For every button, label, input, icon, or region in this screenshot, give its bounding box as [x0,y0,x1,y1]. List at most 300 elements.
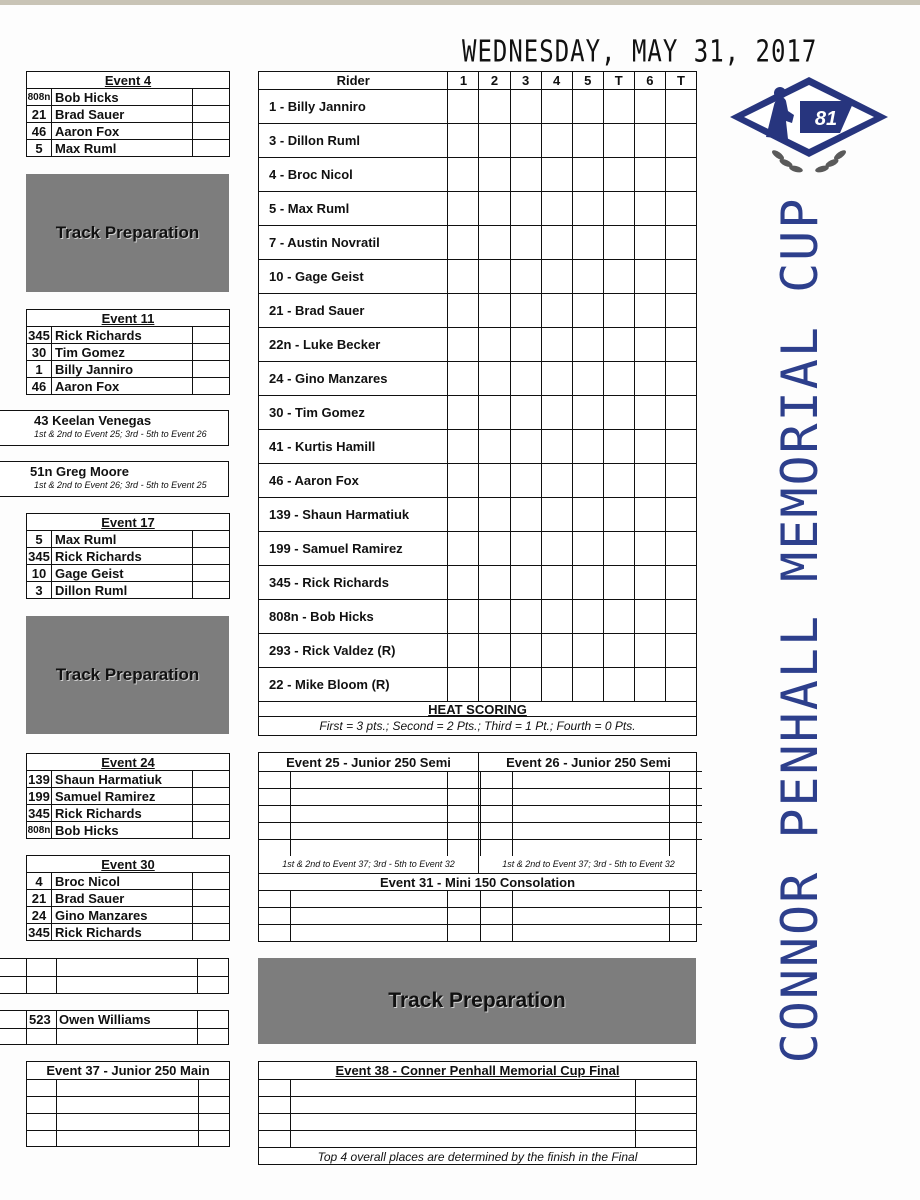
score-cell [448,90,479,124]
score-cell [665,600,696,634]
greg-moore-box [0,461,229,497]
table-row [27,361,229,378]
score-cell [603,192,634,226]
rider-name: 345 - Rick Richards [259,566,448,600]
rider-name: 22 - Mike Bloom (R) [259,668,448,702]
score-cell [572,294,603,328]
table-row [259,498,696,532]
rider-number: 5 [27,531,52,548]
score-cell [665,396,696,430]
table-row [27,531,229,548]
score-cell [541,532,572,566]
score-cell [479,430,510,464]
score-cell [479,566,510,600]
score-cell [448,840,481,857]
score-cell [291,806,448,823]
semis-and-consolation-table [258,752,697,942]
score-cell [541,430,572,464]
result-cell [193,822,230,839]
score-cell [291,840,448,857]
score-cell [603,260,634,294]
score-cell [481,789,513,806]
rider-name: 46 - Aaron Fox [259,464,448,498]
score-cell [448,908,481,925]
score-cell [603,226,634,260]
event-date: WEDNESDAY, MAY 31, 2017 [462,34,818,69]
result-cell [193,89,230,106]
score-cell [634,498,665,532]
table-row [259,158,696,192]
score-cell [670,806,703,823]
score-cell [572,498,603,532]
score-cell [541,396,572,430]
score-cell [510,498,541,532]
score-cell [541,226,572,260]
score-cell [670,908,703,925]
score-cell [510,192,541,226]
score-cell [634,634,665,668]
score-cell [634,464,665,498]
heat-column-header: 1 [448,72,479,90]
score-cell [513,823,670,840]
score-cell [481,840,513,857]
keelan-venegas-name: 43 Keelan Venegas [34,413,152,428]
score-cell [665,498,696,532]
result-cell [193,924,230,941]
score-cell [510,328,541,362]
rider-number: 4 [27,873,52,890]
table-row [259,192,696,226]
score-cell [541,260,572,294]
table-row [259,600,696,634]
score-cell [634,328,665,362]
score-cell [448,498,479,532]
score-cell [510,668,541,702]
rider-name: 7 - Austin Novratil [259,226,448,260]
score-cell [572,124,603,158]
score-cell [481,891,513,908]
score-cell [665,634,696,668]
score-cell [603,90,634,124]
result-cell [193,805,230,822]
score-cell [665,158,696,192]
score-cell [479,192,510,226]
score-cell [513,772,670,789]
score-cell [510,294,541,328]
rider-number: 30 [27,344,52,361]
score-cell [572,328,603,362]
rider-name: 199 - Samuel Ramirez [259,532,448,566]
score-cell [479,294,510,328]
score-cell [572,600,603,634]
score-cell [448,294,479,328]
heat-column-header: 5 [572,72,603,90]
event24-title: Event 24 [27,754,229,771]
score-cell [510,124,541,158]
rider-name: Broc Nicol [52,873,193,890]
table-row [259,668,696,702]
score-cell [513,925,670,942]
result-cell [193,531,230,548]
table-row [259,464,696,498]
event-31-title: Event 31 - Mini 150 Consolation [259,873,696,890]
score-cell [634,566,665,600]
rider-number: 1 [27,361,52,378]
score-cell [479,260,510,294]
score-cell [448,823,481,840]
event-38-title: Event 38 - Conner Penhall Memorial Cup Final [335,1063,620,1078]
vertical-event-title: CONNOR PENHALL MEMORIAL CUP [771,196,829,1064]
heat-scoring-title: HEAT SCORING [428,702,527,717]
score-cell [634,430,665,464]
greg-moore-name: 51n Greg Moore [30,464,129,479]
score-cell [665,328,696,362]
rider-name: Rick Richards [52,805,193,822]
blank-entry-box [0,958,229,994]
score-cell [448,806,481,823]
keelan-venegas-note: 1st & 2nd to Event 25; 3rd - 5th to Event 26 [34,429,207,439]
score-cell [634,158,665,192]
score-cell [448,192,479,226]
owen-williams-box [0,1010,229,1045]
score-cell [572,260,603,294]
score-cell [479,396,510,430]
score-cell [603,498,634,532]
score-cell [448,328,479,362]
table-row [259,260,696,294]
rider-number: 345 [28,805,50,821]
score-cell [634,362,665,396]
score-cell [572,430,603,464]
rider-number: 46 [27,123,52,140]
score-cell [665,226,696,260]
rider-number: 345 [28,548,50,564]
rider-name: Max Ruml [52,531,193,548]
score-cell [603,158,634,192]
table-row [259,532,696,566]
result-cell [193,873,230,890]
score-cell [634,124,665,158]
heat-column-header: 4 [541,72,572,90]
rider-number: 345 [28,327,50,343]
score-cell [291,789,448,806]
score-cell [448,362,479,396]
score-cell [572,158,603,192]
event-26-title: Event 26 - Junior 250 Semi [506,755,671,770]
event-25-title: Event 25 - Junior 250 Semi [286,755,451,770]
track-preparation-label: Track Preparation [55,665,200,684]
heat-column-header: T [665,72,696,90]
score-cell [670,925,703,942]
rider-name: Rick Richards [52,924,193,941]
rider-number: 199 [28,788,50,804]
score-cell [481,772,513,789]
score-cell [291,925,448,942]
rider-number: 139 [28,771,50,787]
rider-number: 10 [27,565,52,582]
greg-moore-note: 1st & 2nd to Event 26; 3rd - 5th to Event 25 [34,480,207,490]
score-cell [603,668,634,702]
score-cell [572,90,603,124]
score-cell [479,328,510,362]
rider-name: 293 - Rick Valdez (R) [259,634,448,668]
score-cell [670,823,703,840]
score-cell [448,430,479,464]
table-row [27,907,229,924]
score-cell [572,634,603,668]
table-row [27,548,229,565]
keelan-venegas-box [0,410,229,446]
score-cell [665,668,696,702]
rider-name: 4 - Broc Nicol [259,158,448,192]
top-border [0,0,920,5]
score-cell [541,158,572,192]
score-cell [541,90,572,124]
score-cell [448,226,479,260]
table-row [259,396,696,430]
result-cell [193,582,230,599]
score-cell [481,823,513,840]
rider-name: Aaron Fox [52,378,193,395]
table-row [27,873,229,890]
rider-name: Rick Richards [52,548,193,565]
score-cell [513,789,670,806]
result-cell [193,788,230,805]
score-cell [634,192,665,226]
rider-name: 22n - Luke Becker [259,328,448,362]
table-row [259,124,696,158]
score-cell [541,668,572,702]
score-cell [665,90,696,124]
score-cell [479,226,510,260]
score-cell [510,566,541,600]
result-cell [193,565,230,582]
track-preparation-label: Track Preparation [55,223,200,242]
result-cell [193,907,230,924]
score-cell [259,772,291,789]
table-row [27,89,229,106]
rider-name: Aaron Fox [52,123,193,140]
rider-name: Brad Sauer [52,890,193,907]
score-cell [634,226,665,260]
score-cell [513,806,670,823]
track-preparation-block [26,616,229,734]
event-17-table [26,513,230,599]
score-cell [541,464,572,498]
table-row [27,924,229,941]
score-cell [291,908,448,925]
score-cell [603,396,634,430]
score-cell [665,124,696,158]
event-4-table [26,71,230,157]
score-cell [479,158,510,192]
owen-williams-name: Owen Williams [59,1012,151,1027]
score-cell [572,192,603,226]
rider-column-header: Rider [259,72,448,90]
rider-name: Shaun Harmatiuk [52,771,193,788]
score-cell [665,532,696,566]
score-cell [479,634,510,668]
score-cell [634,668,665,702]
rider-name: 808n - Bob Hicks [259,600,448,634]
result-cell [193,548,230,565]
rider-name: 3 - Dillon Ruml [259,124,448,158]
score-cell [572,566,603,600]
event-37-table [26,1061,230,1147]
score-cell [510,362,541,396]
score-cell [665,192,696,226]
score-cell [479,124,510,158]
rider-number: 3 [27,582,52,599]
score-cell [634,90,665,124]
score-cell [510,396,541,430]
rider-name: 24 - Gino Manzares [259,362,448,396]
score-cell [541,362,572,396]
table-row [27,822,229,839]
score-cell [513,840,670,857]
table-row [259,362,696,396]
score-cell [541,600,572,634]
table-row [259,430,696,464]
rider-name: Bob Hicks [52,822,193,839]
score-cell [541,192,572,226]
score-cell [572,532,603,566]
event17-title: Event 17 [27,514,229,531]
event-11-table [26,309,230,395]
score-cell [448,925,481,942]
result-cell [193,361,230,378]
score-cell [448,532,479,566]
score-cell [572,668,603,702]
event-37-title: Event 37 - Junior 250 Main [46,1063,210,1078]
score-cell [634,600,665,634]
rider-number: 21 [27,106,52,123]
score-cell [572,226,603,260]
score-cell [603,362,634,396]
score-cell [259,806,291,823]
score-cell [665,260,696,294]
score-cell [259,925,291,942]
table-row [27,890,229,907]
score-cell [510,260,541,294]
table-row [27,788,229,805]
score-cell [259,840,291,857]
rider-number: 808n [27,89,52,106]
rider-number: 46 [27,378,52,395]
score-cell [448,634,479,668]
score-cell [481,806,513,823]
rider-name: Brad Sauer [52,106,193,123]
score-cell [259,908,291,925]
score-cell [510,430,541,464]
score-cell [448,600,479,634]
score-cell [291,891,448,908]
score-cell [603,294,634,328]
event4-title: Event 4 [27,72,229,89]
rider-name: Gino Manzares [52,907,193,924]
score-cell [479,532,510,566]
score-cell [448,396,479,430]
table-row [27,805,229,822]
score-cell [259,789,291,806]
table-row [27,582,229,599]
score-cell [541,294,572,328]
score-cell [665,294,696,328]
result-cell [193,140,230,157]
logo-number: 81 [814,108,838,130]
rider-name: 139 - Shaun Harmatiuk [259,498,448,532]
rider-number: 345 [28,924,50,940]
score-cell [541,566,572,600]
rider-number: 21 [27,890,52,907]
score-cell [634,260,665,294]
owen-williams-number: 523 [29,1012,51,1027]
score-cell [448,158,479,192]
score-cell [448,566,479,600]
memorial-cup-logo [728,75,890,180]
score-cell [510,90,541,124]
score-cell [572,396,603,430]
score-cell [665,464,696,498]
table-row [259,226,696,260]
heat-column-header: 3 [510,72,541,90]
score-cell [665,430,696,464]
result-cell [193,890,230,907]
rider-number: 24 [27,907,52,924]
event-25-note: 1st & 2nd to Event 37; 3rd - 5th to Event 32 [282,859,455,869]
score-cell [603,566,634,600]
score-cell [481,925,513,942]
result-cell [193,327,230,344]
score-cell [510,600,541,634]
score-cell [259,823,291,840]
table-row [27,106,229,123]
score-cell [513,891,670,908]
rider-scoring-table [258,71,697,736]
score-cell [603,600,634,634]
result-cell [193,771,230,788]
score-cell [448,772,481,789]
rider-name: Max Ruml [52,140,193,157]
score-cell [510,226,541,260]
rider-name: Gage Geist [52,565,193,582]
rider-name: Samuel Ramirez [52,788,193,805]
score-cell [541,124,572,158]
score-cell [291,772,448,789]
table-row [259,294,696,328]
score-cell [634,532,665,566]
score-cell [603,328,634,362]
score-cell [448,260,479,294]
rider-name: Tim Gomez [52,344,193,361]
event11-title: Event 11 [27,310,229,327]
heat-column-header: T [603,72,634,90]
score-cell [510,464,541,498]
rider-name: Bob Hicks [52,89,193,106]
score-cell [572,362,603,396]
result-cell [193,123,230,140]
score-cell [510,532,541,566]
score-cell [448,891,481,908]
score-cell [479,464,510,498]
result-cell [193,344,230,361]
score-cell [603,532,634,566]
heat-column-header: 6 [634,72,665,90]
rider-number: 5 [27,140,52,157]
score-cell [603,124,634,158]
track-preparation-block [258,958,696,1044]
score-cell [510,634,541,668]
